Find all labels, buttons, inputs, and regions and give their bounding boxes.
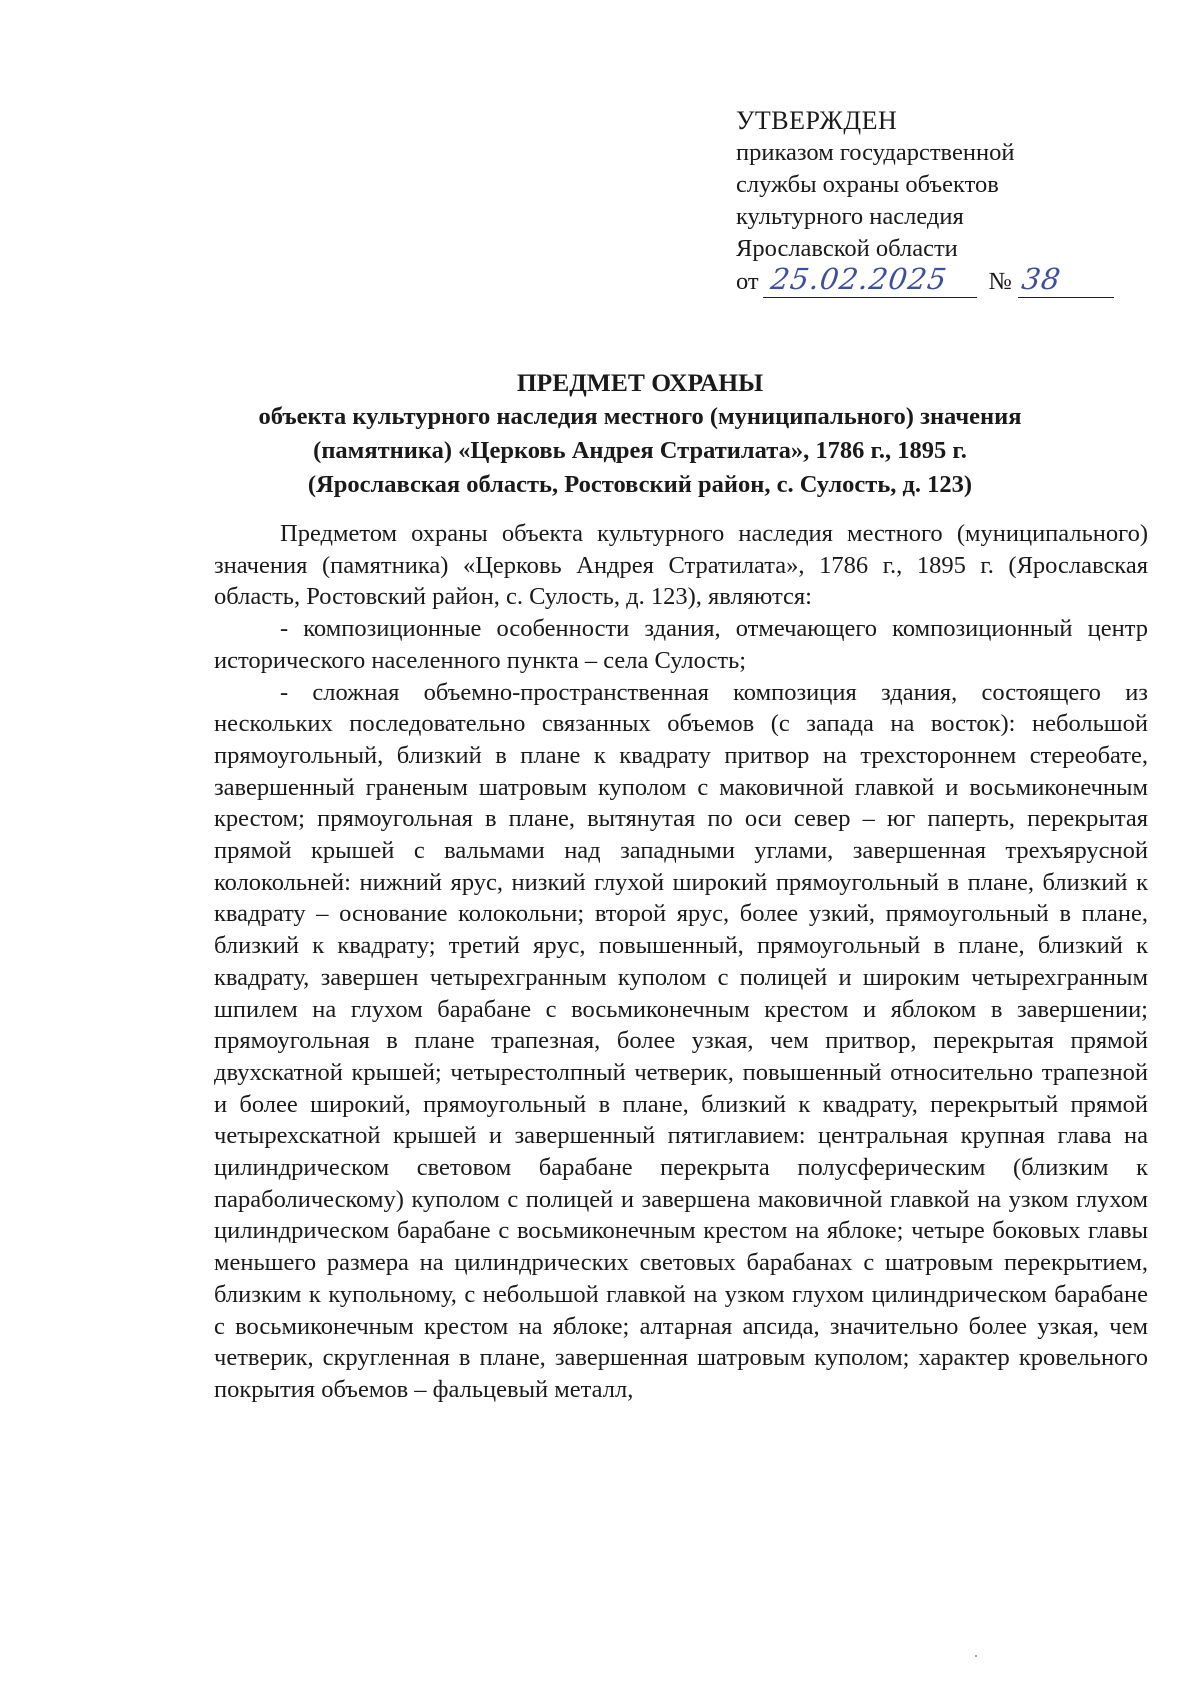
approval-block: [736, 105, 1114, 298]
date-prefix: от: [736, 268, 759, 295]
date-field: [763, 262, 977, 298]
intro-paragraph: Предметом охраны объекта культурного наследия местного (муниципального) значения (памятника) «Церковь Андрея Стратилата», 1786 г., 1895 г. (Ярославская область, Ростовский район, с. Сулость, д. 123), являются:: [214, 520, 1148, 611]
approval-header: УТВЕРЖДЕН: [736, 106, 898, 135]
handwritten-number: 38: [1019, 262, 1064, 296]
approval-line: приказом государственной: [736, 139, 1015, 166]
number-field: [1018, 262, 1114, 298]
document-title-block: [200, 366, 1080, 502]
document-subtitle-line: объекта культурного наследия местного (муниципального) значения: [258, 403, 1022, 430]
list-item-composition: - композиционные особенности здания, отмечающего композиционный центр исторического населенного пункта – села Сулость;: [214, 615, 1148, 674]
list-item-volumetric: - сложная объемно-пространственная композиция здания, состоящего из нескольких последовательно связанных объемов (с запада на восток): небольшой прямоугольный, близкий в плане к квадрату притвор на трехстороннем стереобате, завершенный граненым шатровым куполом с маковичной главкой и восьмиконечным крестом; прямоугольная в плане, вытянутая по оси север – юг паперть, перекрытая прямой крышей с вальмами над западными углами, завершенная трехъярусной колокольней: нижний ярус, низкий глухой широкий прямоугольный в плане, близкий к квадрату – основание колокольни; второй ярус, более узкий, прямоугольный в плане, близкий к квадрату; третий ярус, повышенный, прямоугольный в плане, близкий к квадрату, завершен четырехгранным куполом с полицей и широким четырехгранным шпилем на глухом барабане с восьмиконечным крестом и яблоком в завершении; прямоугольная в плане трапезная, более узкая, чем притвор, перекрытая прямой двухскатной крышей; четырестолпный четверик, повышенный относительно трапезной и более широкий, прямоугольный в плане, близкий к квадрату, перекрытый прямой четырехскатной крышей и завершенный пятиглавием: центральная крупная глава на цилиндрическом световом барабане перекрыта полусферическим (близким к параболическому) куполом с полицей и завершена маковичной главкой на узком глухом цилиндрическом барабане с восьмиконечным крестом на яблоке; четыре боковых главы меньшего размера на цилиндрических световых барабанах с шатровым перекрытием, близким к купольному, с небольшой главкой на узком глухом цилиндрическом барабане с восьмиконечным крестом на яблоке; алтарная апсида, значительно более узкая, чем четверик, скругленная в плане, завершенная шатровым куполом; характер кровельного покрытия объемов – фальцевый металл,: [214, 678, 1148, 1403]
document-body: [214, 518, 1148, 1406]
approval-line: службы охраны объектов: [736, 171, 999, 198]
approval-line: Ярославской области: [736, 235, 958, 262]
document-title: ПРЕДМЕТ ОХРАНЫ: [516, 368, 764, 397]
handwritten-date: 25.02.2025: [768, 262, 950, 296]
scan-speck: [975, 1655, 977, 1657]
approval-line: культурного наследия: [736, 203, 964, 230]
document-subtitle-line: (Ярославская область, Ростовский район, с. Сулость, д. 123): [307, 471, 973, 498]
document-subtitle-line: (памятника) «Церковь Андрея Стратилата», 1786 г., 1895 г.: [313, 437, 967, 464]
approval-date-line: [736, 262, 1114, 298]
number-label: №: [988, 268, 1013, 295]
